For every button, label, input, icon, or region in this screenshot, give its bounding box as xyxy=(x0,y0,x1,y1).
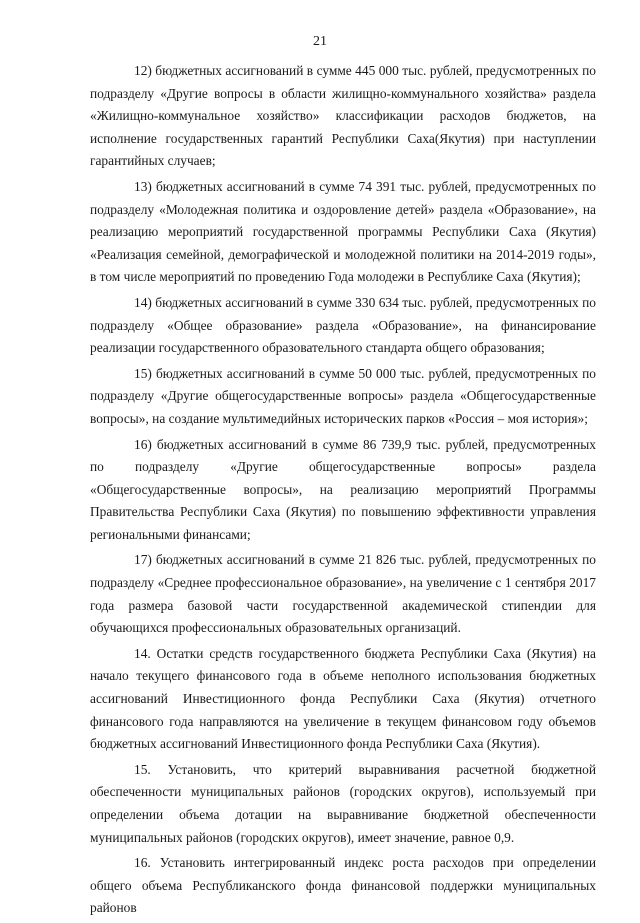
paragraph-item-12: 12) бюджетных ассигнований в сумме 445 000 тыс. рублей, предусмотренных по подразделу «Другие вопросы в области жилищно-коммунального хозяйства» раздела «Жилищно-коммунальное хозяйство» классификации расходов бюджетов, на исполнение государственных гарантий Республики Саха(Якутия) при наступлении гарантийных случаев; xyxy=(90,63,596,169)
paragraph-item-15: 15) бюджетных ассигнований в сумме 50 000 тыс. рублей, предусмотренных по подразделу «Другие общегосударственные вопросы» раздела «Общегосударственные вопросы», на создание мультимедийных исторических парков «Россия – моя история»; xyxy=(90,365,596,426)
paragraph-clause-16: 16. Установить интегрированный индекс роста расходов при определении общего объема Республиканского фонда финансовой поддержки муниципальных районов xyxy=(90,855,596,916)
paragraph-item-17: 17) бюджетных ассигнований в сумме 21 826 тыс. рублей, предусмотренных по подразделу «Среднее профессиональное образование», на увеличение с 1 сентября 2017 года размера базовой части государственной академической стипендии для обучающихся профессиональных образовательных организаций. xyxy=(90,552,596,636)
paragraph-item-16: 16) бюджетных ассигнований в сумме 86 739,9 тыс. рублей, предусмотренных по подразделу «Другие общегосударственные вопросы» раздела «Общегосударственные вопросы», на реализацию мероприятий Программы Правительства Республики Саха (Якутия) по повышению эффективности управления региональными финансами; xyxy=(90,436,596,542)
paragraph-item-14: 14) бюджетных ассигнований в сумме 330 634 тыс. рублей, предусмотренных по подразделу «Общее образование» раздела «Образование», на финансирование реализации государственного образовательного стандарта общего образования; xyxy=(90,294,596,356)
paragraph-item-13: 13) бюджетных ассигнований в сумме 74 391 тыс. рублей, предусмотренных по подразделу «Молодежная политика и оздоровление детей» раздела «Образование», на реализацию мероприятий государственной программы Республики Саха (Якутия) «Реализация семейной, демографической и молодежной политики на 2014-2019 годы», в том числе мероприятий по проведению Года молодежи в Республике Саха (Якутия); xyxy=(90,178,596,285)
page-number: 21 xyxy=(313,34,327,49)
paragraph-clause-14: 14. Остатки средств государственного бюджета Республики Саха (Якутия) на начало текущего финансового года в объеме неполного использования бюджетных ассигнований Инвестиционного фонда Республики Саха (Якутия) отчетного финансового года направляются на увеличение в текущем финансовом году объемов бюджетных ассигнований Инвестиционного фонда Республики Саха (Якутия). xyxy=(90,645,596,752)
paragraph-clause-15: 15. Установить, что критерий выравнивания расчетной бюджетной обеспеченности муниципальных районов (городских округов), используемый при определении объема дотации на выравнивание бюджетной обеспеченности муниципальных районов (городских округов), имеет значение, равное 0,9. xyxy=(90,761,596,845)
document-body xyxy=(90,60,596,923)
